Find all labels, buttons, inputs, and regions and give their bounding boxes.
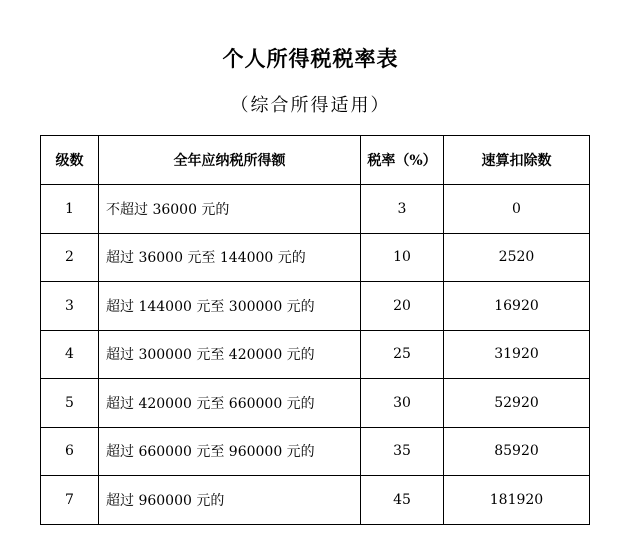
table-row <box>41 330 590 379</box>
page-title: 个人所得税税率表 <box>222 46 399 71</box>
cell-deduction: 0 <box>444 185 590 234</box>
table-header-row <box>41 136 590 185</box>
cell-rate: 30 <box>361 379 444 428</box>
cell-deduction: 16920 <box>444 282 590 331</box>
cell-deduction: 181920 <box>444 476 590 525</box>
page-subtitle: （综合所得适用） <box>230 95 391 116</box>
cell-income: 不超过 36000 元的 <box>99 185 361 234</box>
cell-income: 超过 660000 元至 960000 元的 <box>99 427 361 476</box>
cell-income: 超过 420000 元至 660000 元的 <box>99 379 361 428</box>
cell-rate: 3 <box>361 185 444 234</box>
table-row <box>41 427 590 476</box>
table-row <box>41 282 590 331</box>
cell-income: 超过 960000 元的 <box>99 476 361 525</box>
cell-rate: 20 <box>361 282 444 331</box>
cell-rate: 25 <box>361 330 444 379</box>
tax-rate-table <box>40 135 590 525</box>
cell-income: 超过 300000 元至 420000 元的 <box>99 330 361 379</box>
cell-level: 6 <box>41 427 99 476</box>
header-rate: 税率（%） <box>361 136 444 185</box>
table-row <box>41 233 590 282</box>
cell-income: 超过 144000 元至 300000 元的 <box>99 282 361 331</box>
table-row <box>41 476 590 525</box>
cell-deduction: 52920 <box>444 379 590 428</box>
cell-level: 5 <box>41 379 99 428</box>
cell-rate: 45 <box>361 476 444 525</box>
cell-level: 3 <box>41 282 99 331</box>
cell-rate: 35 <box>361 427 444 476</box>
cell-level: 7 <box>41 476 99 525</box>
header-income: 全年应纳税所得额 <box>99 136 361 185</box>
cell-deduction: 85920 <box>444 427 590 476</box>
cell-deduction: 31920 <box>444 330 590 379</box>
cell-level: 1 <box>41 185 99 234</box>
cell-level: 2 <box>41 233 99 282</box>
cell-rate: 10 <box>361 233 444 282</box>
header-level: 级数 <box>41 136 99 185</box>
header-deduction: 速算扣除数 <box>444 136 590 185</box>
table-row <box>41 379 590 428</box>
table-row <box>41 185 590 234</box>
cell-level: 4 <box>41 330 99 379</box>
cell-deduction: 2520 <box>444 233 590 282</box>
cell-income: 超过 36000 元至 144000 元的 <box>99 233 361 282</box>
